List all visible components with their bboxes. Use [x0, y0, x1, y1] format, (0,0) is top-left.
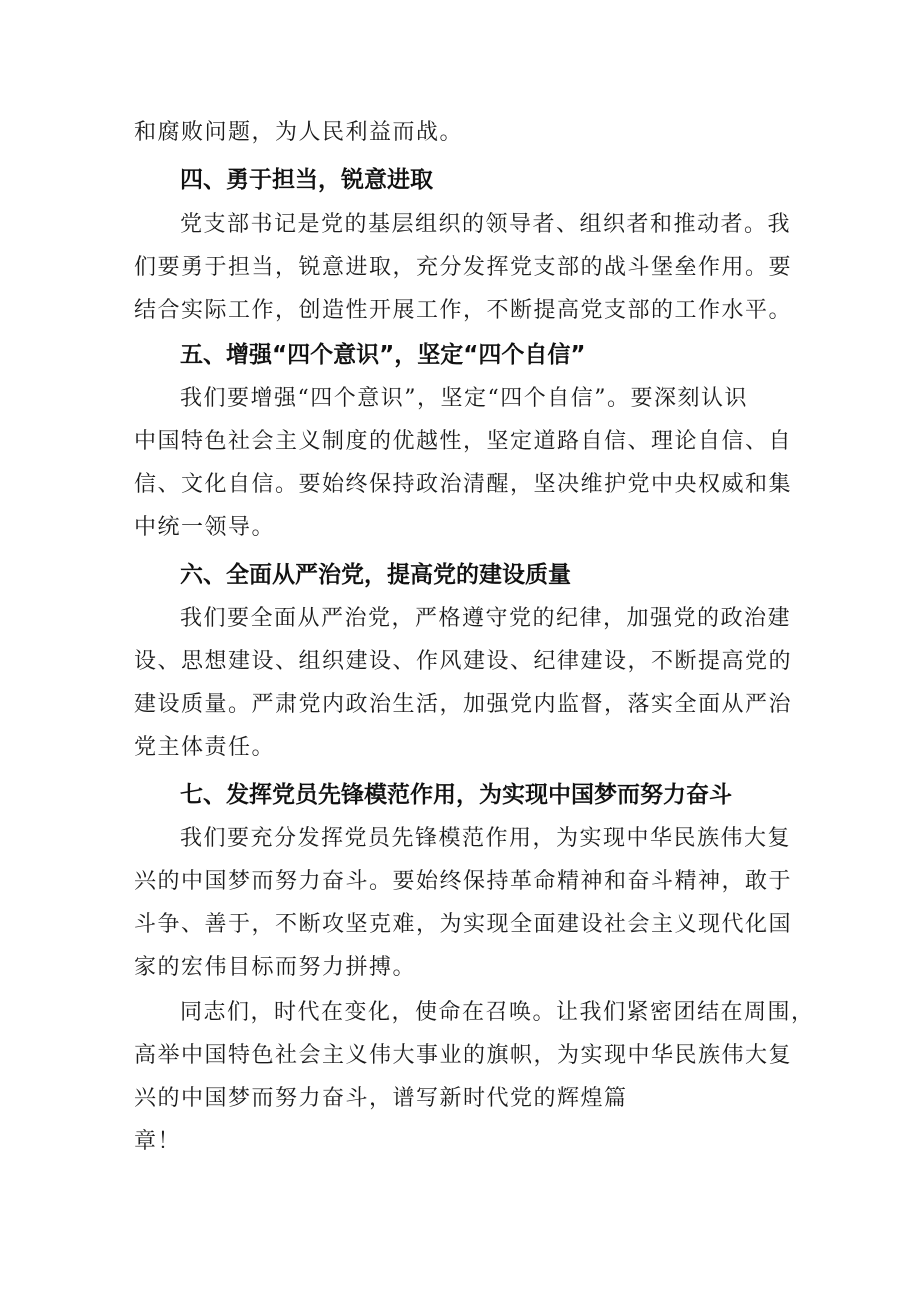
body-line-15: 斗争、善于，不断攻坚克难，为实现全面建设社会主义现代化国	[134, 912, 793, 937]
body-line-11: 建设质量。严肃党内政治生活，加强党内监督，落实全面从严治	[134, 692, 793, 717]
body-line-5: 我们要增强“四个意识”，坚定“四个自信”。要深刻认识	[180, 386, 748, 411]
body-line-1: 和腐败问题，为人民利益而战。	[134, 120, 464, 145]
body-line-9: 我们要全面从严治党，严格遵守党的纪律，加强党的政治建	[180, 606, 792, 631]
body-line-3: 们要勇于担当，锐意进取，充分发挥党支部的战斗堡垒作用。要	[134, 255, 793, 280]
body-line-18: 高举中国特色社会主义伟大事业的旗帜，为实现中华民族伟大复	[134, 1043, 793, 1068]
body-line-20: 章！	[134, 1129, 182, 1154]
body-line-7: 信、文化自信。要始终保持政治清醒，坚决维护党中央权威和集	[134, 472, 793, 497]
section-heading-7: 七、发挥党员先锋模范作用，为实现中国梦而努力奋斗	[180, 782, 732, 808]
body-line-6: 中国特色社会主义制度的优越性，坚定道路自信、理论自信、自	[134, 429, 793, 454]
section-heading-6: 六、全面从严治党，提高党的建设质量	[180, 562, 571, 588]
body-line-16: 家的宏伟目标而努力拼搏。	[134, 955, 417, 980]
body-line-4: 结合实际工作，创造性开展工作，不断提高党支部的工作水平。	[134, 298, 793, 323]
body-line-10: 设、思想建设、组织建设、作风建设、纪律建设，不断提高党的	[134, 649, 793, 674]
body-line-14: 兴的中国梦而努力奋斗。要始终保持革命精神和奋斗精神，敢于	[134, 869, 793, 894]
body-line-2: 党支部书记是党的基层组织的领导者、组织者和推动者。我	[180, 212, 792, 237]
body-line-13: 我们要充分发挥党员先锋模范作用，为实现中华民族伟大复	[180, 826, 792, 851]
body-line-19: 兴的中国梦而努力奋斗，谱写新时代党的辉煌篇	[134, 1086, 628, 1111]
body-line-17: 同志们，时代在变化，使命在召唤。让我们紧密团结在周围，	[180, 1000, 815, 1025]
section-heading-4: 四、勇于担当，锐意进取	[180, 167, 433, 193]
section-heading-5: 五、增强“四个意识”，坚定“四个自信”	[180, 342, 586, 368]
body-line-12: 党主体责任。	[134, 735, 276, 760]
body-line-8: 中统一领导。	[134, 515, 276, 540]
